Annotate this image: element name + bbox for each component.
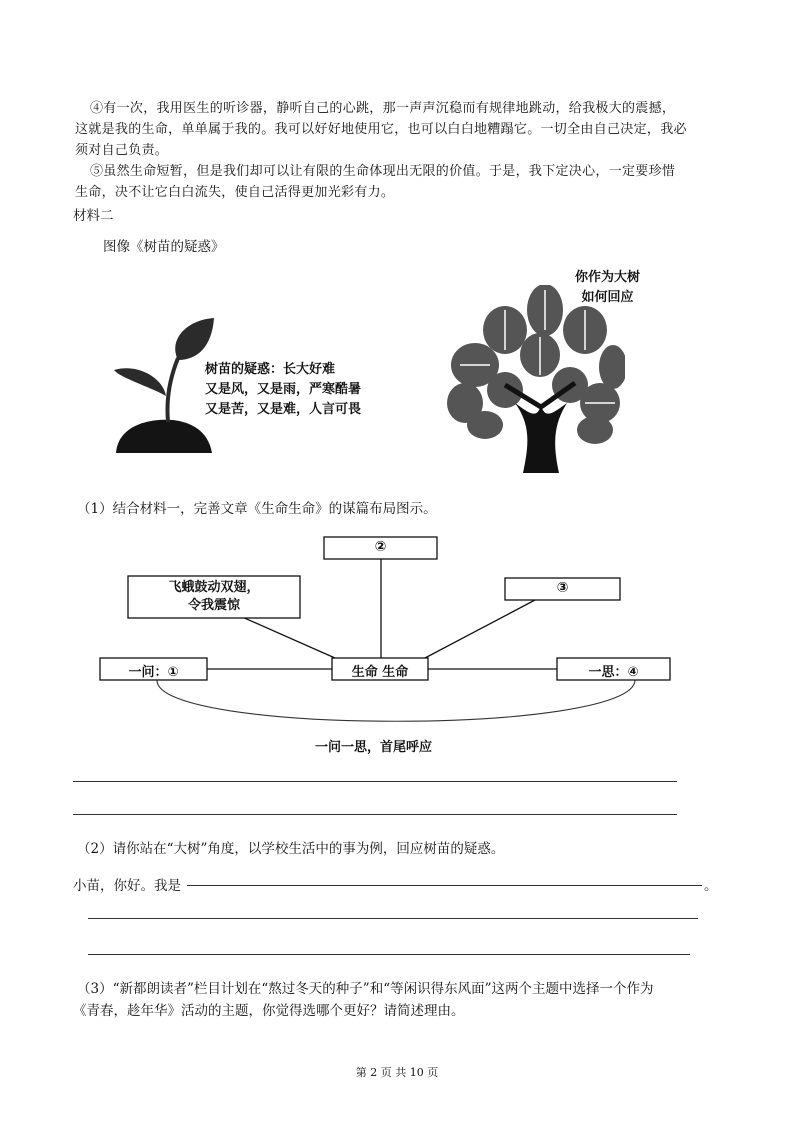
tree-illustration xyxy=(445,285,625,473)
diagram-right-box: 一思：④ xyxy=(588,665,639,680)
tree-text-line2: 如何回应 xyxy=(581,290,634,305)
para5-line1: ⑤虽然生命短暂，但是我们却可以让有限的生命体现出无限的价值。于是，我下定决心，一定要珍惜 xyxy=(90,164,676,179)
material2-heading: 材料二 xyxy=(73,208,114,224)
q3-line1: （3）“新都朗读者”栏目计划在“熬过冬天的种子”和“等闲识得东风面”这两个主题中选择一个作为 xyxy=(77,981,654,997)
para5-line2: 生命，决不让它白白流失，使自己活得更加光彩有力。 xyxy=(75,185,395,200)
q2-period: 。 xyxy=(704,878,718,894)
q1-prompt: （1）结合材料一，完善文章《生命生命》的谋篇布局图示。 xyxy=(77,501,437,517)
diagram-right-upper-box: ③ xyxy=(556,580,569,596)
sapling-illustration xyxy=(108,318,218,453)
tree-text-line1: 你作为大树 xyxy=(575,270,641,285)
page-number: 第 2 页 共 10 页 xyxy=(355,1066,439,1079)
para4-line3: 须对自己负责。 xyxy=(75,143,169,158)
diagram-left-upper-box xyxy=(128,579,300,615)
diagram-center-box: 生命 生命 xyxy=(351,665,409,680)
answer-line[interactable] xyxy=(88,918,698,919)
answer-line[interactable] xyxy=(73,814,677,815)
diagram-top-box: ② xyxy=(374,539,387,555)
sapling-text-line3: 又是苦，又是难，人言可畏 xyxy=(205,402,362,417)
answer-line[interactable] xyxy=(88,954,690,955)
diagram-left-box: 一问：① xyxy=(128,665,179,680)
tree-text xyxy=(575,268,640,308)
q2-answer-start: 小苗，你好。我是 xyxy=(73,878,181,894)
sapling-text-line2: 又是风，又是雨，严寒酷暑 xyxy=(205,382,362,397)
image-title: 图像《树苗的疑惑》 xyxy=(103,239,225,255)
diagram-left-upper-line2: 令我震惊 xyxy=(187,598,240,613)
answer-line[interactable] xyxy=(73,781,677,782)
q3-line2: 《青春，趁年华》活动的主题，你觉得选哪个更好？请简述理由。 xyxy=(73,1003,465,1019)
answer-line[interactable] xyxy=(187,885,702,886)
para4-line1: ④有一次，我用医生的听诊器，静听自己的心跳，那一声声沉稳而有规律地跳动，给我极大的震撼， xyxy=(90,101,676,116)
structure-diagram xyxy=(95,530,685,745)
diagram-left-upper-line1: 飞蛾鼓动双翅， xyxy=(168,580,260,595)
diagram-caption: 一问一思，首尾呼应 xyxy=(315,740,433,755)
sapling-text xyxy=(205,360,361,420)
q2-prompt: （2）请你站在“大树”角度，以学校生活中的事为例，回应树苗的疑惑。 xyxy=(77,841,505,857)
sapling-text-line1: 树苗的疑惑：长大好难 xyxy=(205,362,336,377)
para4-line2: 这就是我的生命，单单属于我的。我可以好好地使用它，也可以白白地糟蹋它。一切全由自己决定，我必 xyxy=(75,122,687,137)
